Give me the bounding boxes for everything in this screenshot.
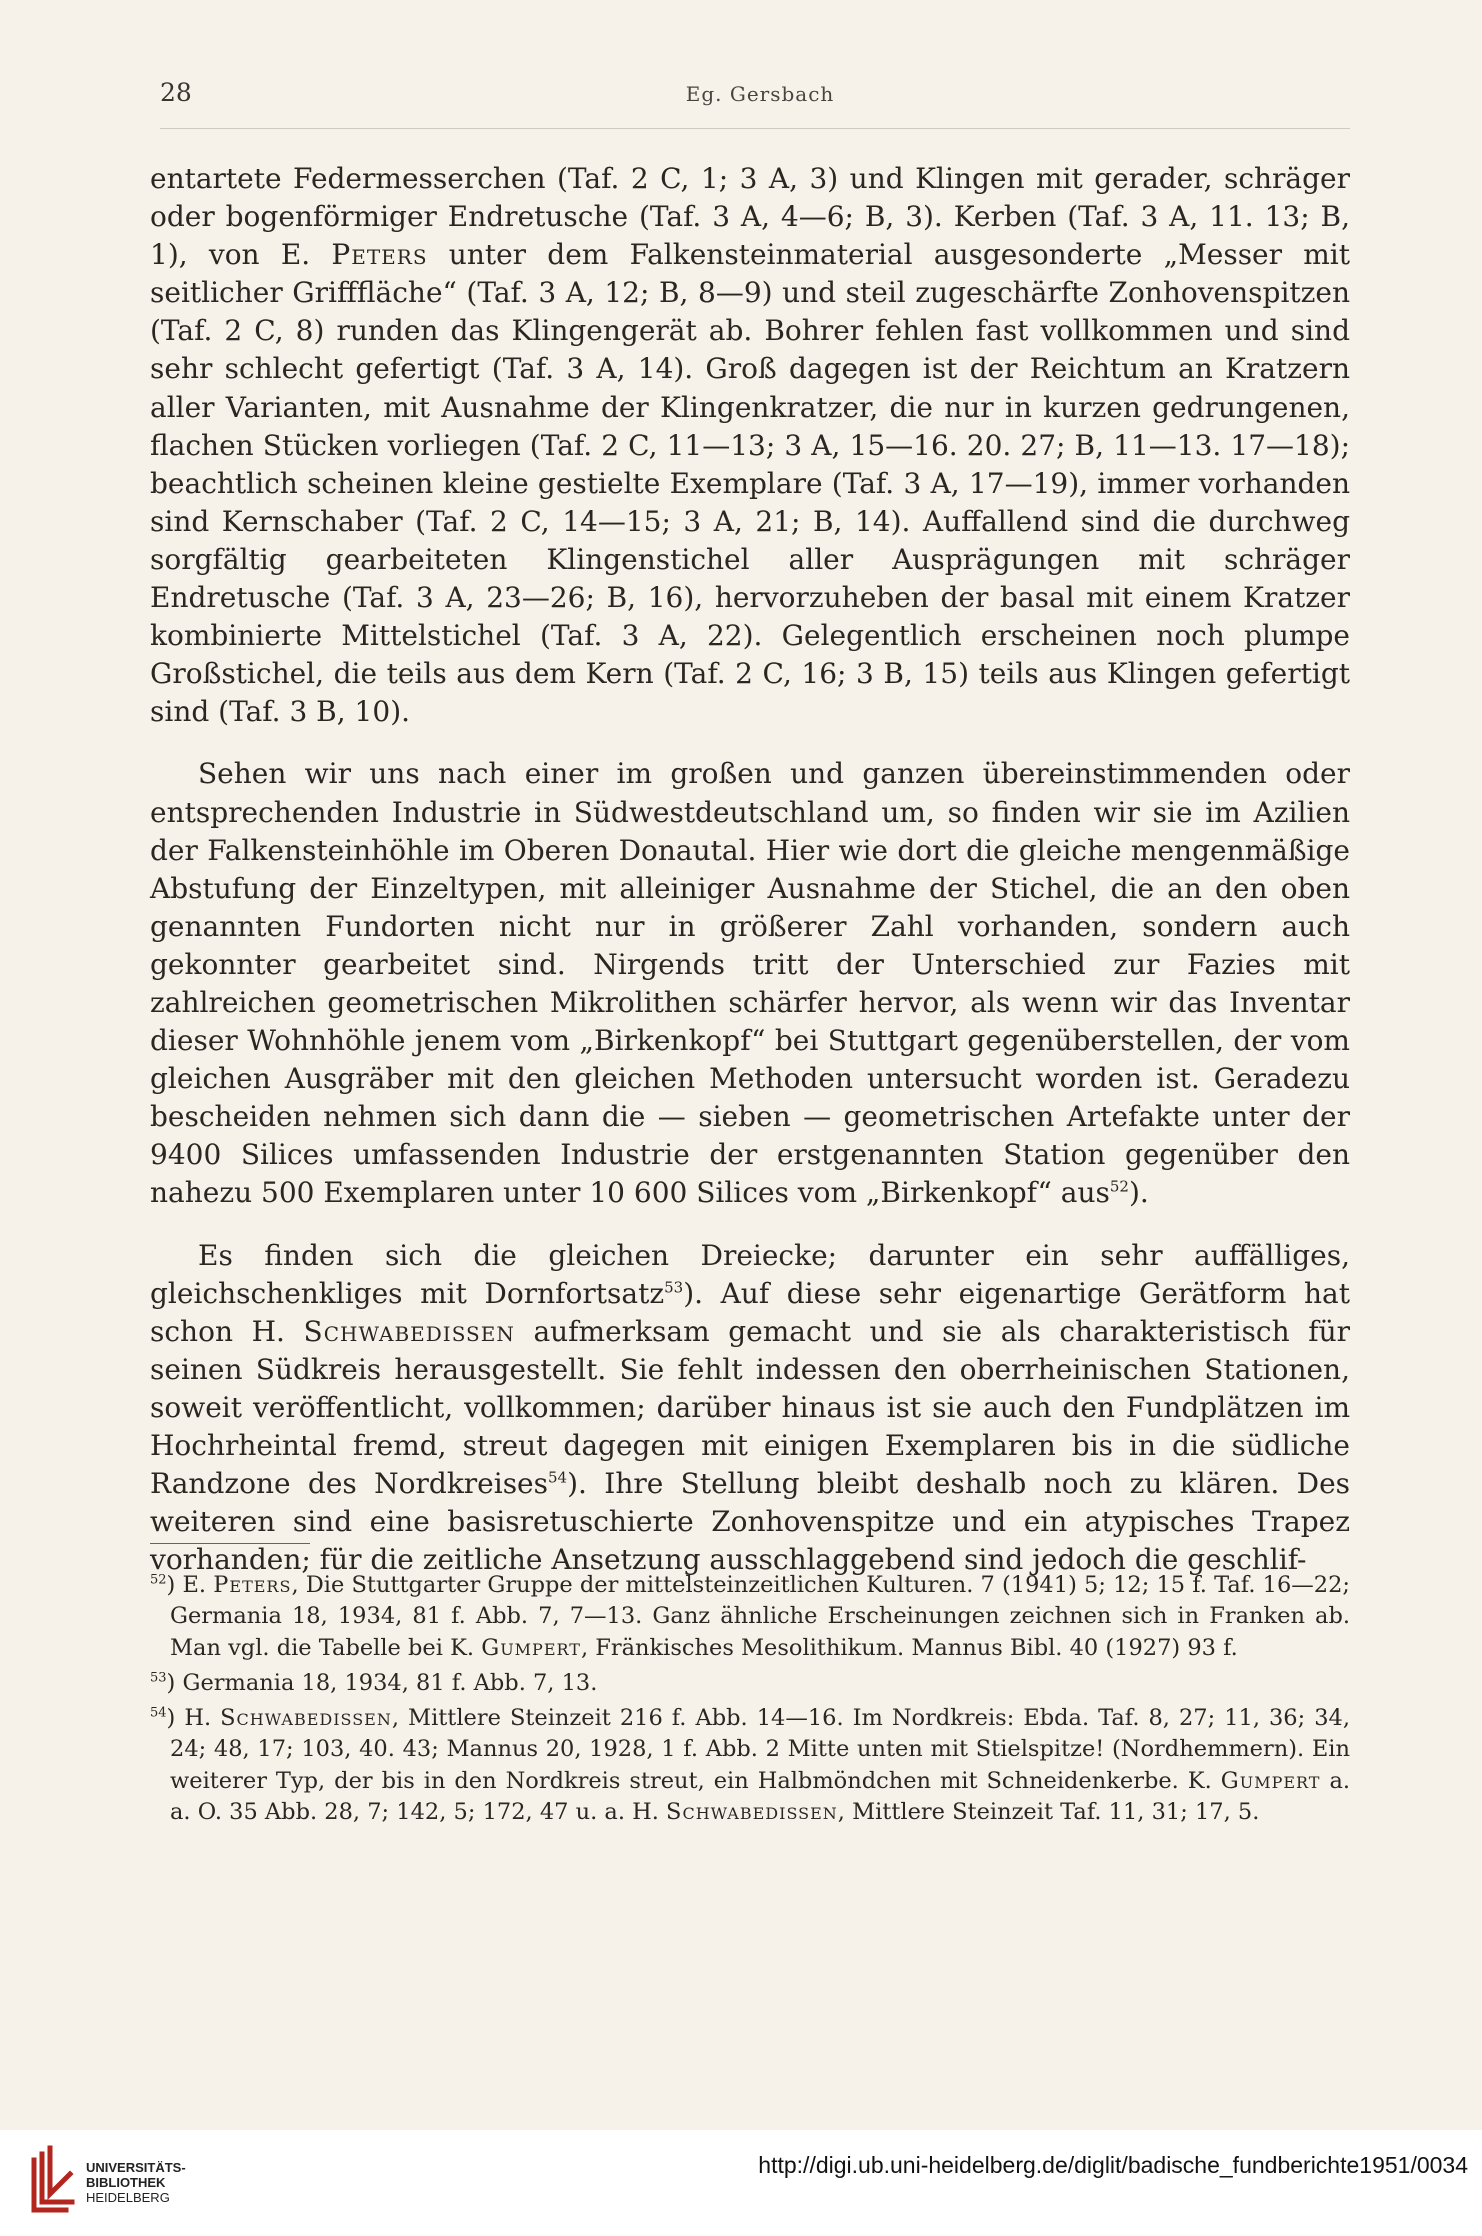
- author-name: Peters: [213, 1572, 292, 1598]
- footnotes: [150, 1570, 1350, 1832]
- author-name: Peters: [331, 238, 428, 272]
- footnote-52: $^{52}$) E. Peters, Die Stuttgarter Gruppe der mittelsteinzeitlichen Kulturen. 7 (1941) 5; 12; 15 f. Taf. 16—22; Germania 18, 1934, 81 f. Abb. 7, 7—13. Ganz ähnliche Erscheinungen zeichnen sich in Franken ab. Man vgl. die Tabelle bei K. Gumpert, Fränkisches Mesolithikum. Mannus Bibl. 40 (1927) 93 f.: [150, 1572, 1350, 1661]
- page-header: [160, 78, 1360, 114]
- paragraph-3: Es finden sich die gleichen Dreiecke; darunter ein sehr auffälliges, gleichschenkliges mit Dornfortsatz$^{53}$). Auf diese sehr eigenartige Gerätform hat schon H. Schwabedissen aufmerksam gemacht und sie als charakteristisch für seinen Südkreis herausgestellt. Sie fehlt indessen den oberrheinischen Stationen, soweit veröffentlicht, vollkommen; darüber hinaus ist sie auch den Fundplätzen im Hochrheintal fremd, streut dagegen mit einigen Exemplaren bis in die südliche Randzone des Nordkreises$^{54}$). Ihre Stellung bleibt deshalb noch zu klären. Des weiteren sind eine basisretuschierte Zonhovenspitze und ein atypisches Trapez vorhanden; für die zeitliche Ansetzung ausschlaggebend sind jedoch die geschlif-: [150, 1238, 1351, 1577]
- paragraph-1: entartete Federmesserchen (Taf. 2 C, 1; 3 A, 3) und Klingen mit gerader, schräger oder bogenförmiger Endretusche (Taf. 3 A, 4—6; B, 3). Kerben (Taf. 3 A, 11. 13; B, 1), von E. Peters unter dem Falkensteinmaterial ausgesonderte „Messer mit seitlicher Grifffläche“ (Taf. 3 A, 12; B, 8—9) und steil zugeschärfte Zonhovenspitzen (Taf. 2 C, 8) runden das Klingengerät ab. Bohrer fehlen fast vollkommen und sind sehr schlecht gefertigt (Taf. 3 A, 14). Groß dagegen ist der Reichtum an Kratzern aller Varianten, mit Ausnahme der Klingenkratzer, die nur in kurzen gedrungenen, flachen Stücken vorliegen (Taf. 2 C, 11—13; 3 A, 15—16. 20. 27; B, 11—13. 17—18); beachtlich scheinen kleine gestielte Exemplare (Taf. 3 A, 17—19), immer vorhanden sind Kernschaber (Taf. 2 C, 14—15; 3 A, 21; B, 14). Auffallend sind die durchweg sorgfältig gearbeiteten Klingenstichel aller Ausprägungen mit schräger Endretusche (Taf. 3 A, 23—26; B, 16), hervorzuheben der basal mit einem Kratzer kombinierte Mittelstichel (Taf. 3 A, 22). Gelegentlich erscheinen noch plumpe Großstichel, die teils aus dem Kern (Taf. 2 C, 16; 3 B, 15) teils aus Klingen gefertigt sind (Taf. 3 B, 10).: [150, 162, 1351, 729]
- footnote-ref-54[interactable]: 54: [548, 1468, 568, 1487]
- footnote-number: 54: [150, 1705, 167, 1721]
- footnote-ref-52[interactable]: 52: [1109, 1178, 1129, 1197]
- paragraph-2: Sehen wir uns nach einer im großen und ganzen übereinstimmenden oder entsprechenden Industrie in Südwestdeutschland um, so finden wir sie im Azilien der Falkensteinhöhle im Oberen Donautal. Hier wie dort die gleiche mengenmäßige Abstufung der Einzeltypen, mit alleiniger Ausnahme der Stichel, die an den oben genannten Fundorten nicht nur in größerer Zahl vorhanden, sondern auch gekonnter gearbeitet sind. Nirgends tritt der Unterschied zur Fazies mit zahlreichen geometrischen Mikrolithen schärfer hervor, als wenn wir das Inventar dieser Wohnhöhle jenem vom „Birkenkopf“ bei Stuttgart gegenüberstellen, der vom gleichen Ausgräber mit den gleichen Methoden untersucht worden ist. Geradezu bescheiden nehmen sich dann die — sieben — geometrischen Artefakte unter der 9400 Silices umfassenden Industrie der erstgenannten Station gegenüber den nahezu 500 Exemplaren unter 10 600 Silices vom „Birkenkopf“ aus$^{52}$).: [150, 757, 1350, 1210]
- page-number: 28: [160, 78, 192, 107]
- university-library-logo-icon[interactable]: [26, 2144, 76, 2216]
- body-text: [150, 160, 1350, 1579]
- source-url-link[interactable]: http://digi.ub.uni-heidelberg.de/diglit/badische_fundberichte1951/0034: [758, 2152, 1468, 2178]
- footnote-53: $^{53}$) Germania 18, 1934, 81 f. Abb. 7, 13.: [150, 1669, 598, 1696]
- footnote-number: 52: [150, 1572, 167, 1588]
- footnote-ref-53[interactable]: 53: [664, 1278, 684, 1297]
- author-name: Schwabedissen: [303, 1314, 515, 1348]
- viewer-footer: [0, 2130, 1482, 2236]
- author-name: Gumpert: [1220, 1767, 1321, 1794]
- footnote-number: 53: [150, 1670, 167, 1686]
- author-name: Schwabedissen: [220, 1705, 392, 1732]
- header-rule: [160, 128, 1350, 129]
- library-name: UNIVERSITÄTS- BIBLIOTHEK HEIDELBERG: [86, 2160, 186, 2205]
- author-name: Gumpert: [481, 1634, 581, 1661]
- footnote-54: $^{54}$) H. Schwabedissen, Mittlere Steinzeit 216 f. Abb. 14—16. Im Nordkreis: Ebda. Taf. 8, 27; 11, 36; 34, 24; 48, 17; 103, 40. 43; Mannus 20, 1928, 1 f. Abb. 2 Mitte unten mit Stielspitze! (Nordhemmern). Ein weiterer Typ, der bis in den Nordkreis streut, ein Halbmöndchen mit Schneidenkerbe. K. Gumpert a. a. O. 35 Abb. 28, 7; 142, 5; 172, 47 u. a. H. Schwabedissen, Mittlere Steinzeit Taf. 11, 31; 17, 5.: [150, 1705, 1351, 1826]
- footnote-separator: [150, 1543, 310, 1544]
- author-name: Schwabedissen: [666, 1799, 838, 1826]
- running-head: Eg. Gersbach: [685, 82, 835, 106]
